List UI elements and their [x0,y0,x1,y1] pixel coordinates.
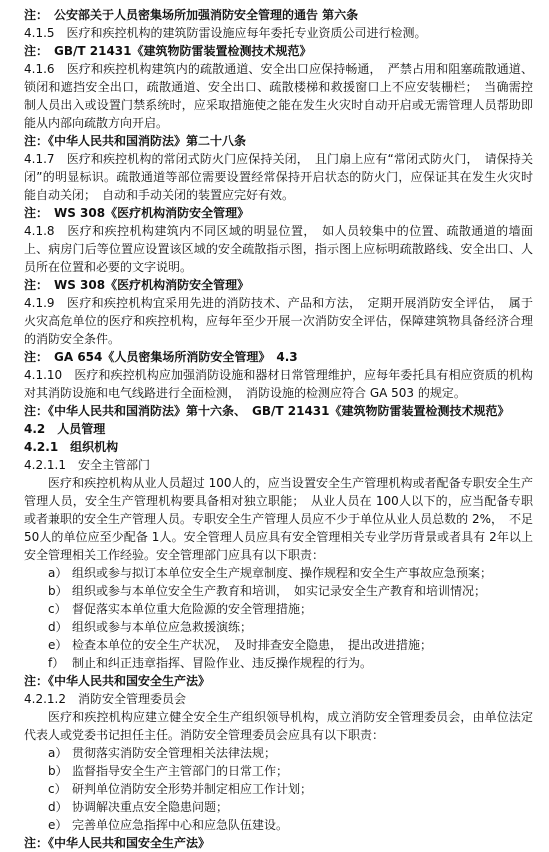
citation-note: 注： GB/T 21431《建筑物防雷装置检测技术规范》 [24,44,312,58]
body-paragraph: 医疗和疾控机构从业人员超过 100人的，应当设置安全生产管理机构或者配备专职安全生产管理人员，安全生产管理机构要具备相对独立职能； 从业人员在 100人以下的，应当配备专职或者兼职的安全生产管理人员。专职安全生产管理人员应不少于单位从业人员总数的 2%， 不足 50人的单位应至少配备 1人。安全管理人员应具有安全管理相关专业学历背景或者具有 2年以上安全管理相关工作经验。安全管理部门应具有以下职责： [24,476,533,562]
list-item [24,600,533,618]
clause-paragraph: 4.1.5 医疗和疾控机构的建筑防雷设施应每年委托专业资质公司进行检测。 [24,26,427,40]
list-item-text: 组织或参与本单位安全生产教育和培训， 如实记录安全生产教育和培训情况； [72,584,487,598]
list-marker: c） [48,602,67,616]
citation-note: 注： GA 654《人员密集场所消防安全管理》 4.3 [24,350,298,364]
list-marker: e） [48,818,68,832]
clause-paragraph: 4.1.7 医疗和疾控机构的常闭式防火门应保持关闭， 且门扇上应有“常闭式防火门， 请保持关闭”的明显标识。疏散通道等部位需要设置经常保持开启状态的防火门，应保证其在发生火灾时能自动关闭； 自动和手动关闭的装置应完好有效。 [24,152,533,202]
list-marker: a） [48,566,68,580]
list-item [24,618,533,636]
list-marker: b） [48,584,68,598]
list-item-text: 研判单位消防安全形势并制定相应工作计划； [72,782,313,796]
list-marker: a） [48,746,68,760]
list-marker: d） [48,800,68,814]
list-marker: c） [48,782,67,796]
citation-note: 注： WS 308《医疗机构消防安全管理》 [24,206,250,220]
citation-note: 注：《中华人民共和国消防法》第十六条、 GB/T 21431《建筑物防雷装置检测技术规范》 [24,404,510,418]
list-item-text: 制止和纠正违章指挥、冒险作业、违反操作规程的行为。 [72,656,373,670]
citation-note: 注： WS 308《医疗机构消防安全管理》 [24,278,250,292]
list-marker: f） [48,656,65,670]
list-item [24,816,533,834]
citation-note: 注：《中华人民共和国安全生产法》 [24,674,211,688]
list-item-text: 贯彻落实消防安全管理相关法律法规； [72,746,277,760]
citation-note: 注：《中华人民共和国安全生产法》 [24,836,211,850]
list-marker: b） [48,764,68,778]
list-item-text: 组织或参与本单位应急救援演练； [72,620,253,634]
list-item-text: 检查本单位的安全生产状况， 及时排查安全隐患， 提出改进措施； [72,638,433,652]
body-paragraph: 医疗和疾控机构应建立健全安全生产组织领导机构，成立消防安全管理委员会，由单位法定代表人或党委书记担任主任。消防安全管理委员会应具有以下职责： [24,710,533,742]
list-item [24,798,533,816]
clause-paragraph: 4.1.8 医疗和疾控机构建筑内不同区域的明显位置， 如人员较集中的位置、疏散通道的墙面上、病房门后等位置应设置该区域的安全疏散指示图，指示图上应标明疏散路线、安全出口、人员所在位置和必要的文字说明。 [24,224,533,274]
list-item [24,654,533,672]
list-marker: e） [48,638,68,652]
clause-paragraph: 4.1.10 医疗和疾控机构应加强消防设施和器材日常管理维护，应每年委托具有相应资质的机构对其消防设施和电气线路进行全面检测， 消防设施的检测应符合 GA 503 的规定。 [24,368,533,400]
citation-note: 注： 公安部关于人员密集场所加强消防安全管理的通告 第六条 [24,8,359,22]
list-item [24,636,533,654]
list-item-text: 监督指导安全生产主管部门的日常工作； [72,764,289,778]
subsection-heading: 4.2.1.2 消防安全管理委员会 [24,692,186,706]
list-item-text: 协调解决重点安全隐患问题； [72,800,229,814]
list-item [24,582,533,600]
subsection-heading: 4.2.1.1 安全主管部门 [24,458,150,472]
section-heading: 4.2.1 组织机构 [24,440,119,454]
list-item-text: 督促落实本单位重大危险源的安全管理措施； [72,602,313,616]
section-heading: 4.2 人员管理 [24,422,106,436]
list-item [24,744,533,762]
list-item [24,564,533,582]
list-marker: d） [48,620,68,634]
clause-paragraph: 4.1.6 医疗和疾控机构建筑内的疏散通道、安全出口应保持畅通， 严禁占用和阻塞疏散通道、锁闭和遮挡安全出口，疏散通道、安全出口、疏散楼梯和救援窗口上不应安装栅栏； 当确需控制人员出入或设置门禁系统时，应采取措施使之能在发生火灾时自动开启或无需管理人员帮助即能从内部向疏散方向开启。 [24,62,533,130]
list-item-text: 组织或参与拟订本单位安全生产规章制度、操作规程和安全生产事故应急预案； [72,566,493,580]
citation-note: 注：《中华人民共和国消防法》第二十八条 [24,134,247,148]
clause-paragraph: 4.1.9 医疗和疾控机构宜采用先进的消防技术、产品和方法， 定期开展消防安全评估， 属于火灾高危单位的医疗和疾控机构，应每年至少开展一次消防安全评估，保障建筑物具备经济合理的消防安全条件。 [24,296,533,346]
list-item [24,780,533,798]
list-item-text: 完善单位应急指挥中心和应急队伍建设。 [72,818,289,832]
list-item [24,762,533,780]
